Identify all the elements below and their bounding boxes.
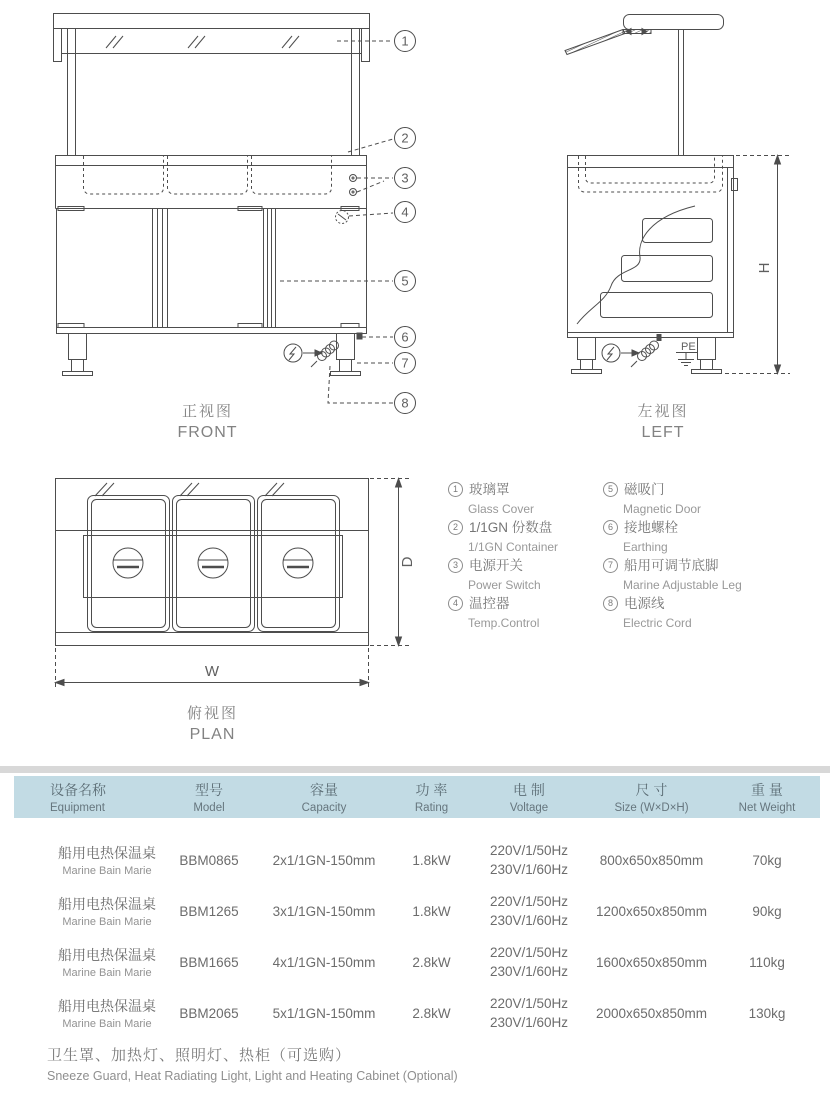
temp-control-knob [336,211,349,224]
left-view-caption [598,400,728,442]
legend-item [603,554,778,592]
counter-top [56,156,367,209]
plan-view-caption-zh: 俯视图 [186,705,238,722]
lightning-bolt-icon [289,347,296,360]
legend-item-zh: 温控器 [469,596,510,611]
plan-counter-outline [56,479,369,646]
callout-1: 1 [401,33,409,49]
spec-table-header [14,776,820,818]
legend-item-en: Temp.Control [468,616,540,630]
capacity-cell: 3x1/1GN-150mm [272,903,376,919]
legend-item-zh: 磁吸门 [624,482,665,497]
legend-item-zh: 接地螺栓 [624,520,678,535]
legend-item-en: Marine Adjustable Leg [623,578,742,592]
legend-item-zh: 玻璃罩 [469,482,510,497]
header-voltage: 电 制 Voltage [509,782,549,814]
callout-7: 7 [401,355,409,371]
size-cell: 2000x650x850mm [595,1005,708,1021]
legend-item [448,554,623,592]
callout-6: 6 [401,329,409,345]
left-view-drawing [545,12,830,380]
front-view-caption-en: FRONT [177,424,238,441]
rating-cell: 1.8kW [412,852,451,868]
front-view-caption-zh: 正视图 [181,403,233,420]
front-view-drawing [40,10,450,420]
equipment-name-en: Marine Bain Marie [62,916,152,928]
legend-item-zh: 船用可调节底脚 [624,558,719,573]
canopy-posts [68,29,360,156]
model-cell: BBM2065 [179,1005,239,1021]
legend-item-number: 8 [603,596,618,611]
header-size: 尺 寸 Size (W×D×H) [614,782,689,814]
optional-accessories-note [47,1044,458,1083]
magnetic-door-cutaway [577,206,713,324]
legend-item-number: 2 [448,520,463,535]
front-view-caption [145,400,270,442]
weight-cell: 130kg [748,1005,786,1021]
legend-item [603,592,778,630]
capacity-cell: 4x1/1GN-150mm [272,954,376,970]
header-weight: 重 量 Net Weight [738,782,796,814]
voltage-cell: 220V/1/50Hz 230V/1/60Hz [489,894,569,928]
header-model: 型号 Model [193,782,225,814]
capacity-cell: 2x1/1GN-150mm [272,852,376,868]
size-cell: 1600x650x850mm [595,954,708,970]
note-zh: 卫生罩、加热灯、照明灯、热柜（可选购） [47,1047,352,1064]
gn-well-side [579,156,723,192]
model-cell: BBM1265 [179,903,239,919]
equipment-name-zh: 船用电热保温桌 [58,998,156,1014]
equipment-name-en: Marine Bain Marie [62,1018,152,1030]
callout-2: 2 [401,130,409,146]
left-view-caption-zh: 左视图 [637,403,689,420]
legend-item [448,478,623,516]
glass-cover-side [565,29,651,55]
legend-item-number: 4 [448,596,463,611]
equipment-name-zh: 船用电热保温桌 [58,896,156,912]
weight-cell: 70kg [752,852,782,868]
callout-5: 5 [401,273,409,289]
header-rating: 功 率 Rating [414,782,449,814]
plan-view-caption [150,702,275,744]
plan-view-drawing [35,462,455,694]
plan-control-knobs [113,548,313,578]
legend-item-number: 6 [603,520,618,535]
legend-item-number: 7 [603,558,618,573]
heat-lamp-head [624,15,724,156]
rating-cell: 2.8kW [412,954,451,970]
weight-cell: 110kg [749,954,785,970]
legend-item-en: Earthing [623,540,668,554]
power-switch-knobs [350,175,357,196]
legend-item [603,516,778,554]
legend-item-en: Magnetic Door [623,502,702,516]
legend-item-zh: 电源线 [624,596,665,611]
note-en: Sneeze Guard, Heat Radiating Light, Light and Heating Cabinet (Optional) [47,1069,458,1083]
legend-item-number: 1 [448,482,463,497]
callout-4: 4 [401,204,409,220]
rating-cell: 1.8kW [412,903,451,919]
gn-wells [84,156,332,194]
legend-item-en: Glass Cover [468,502,535,516]
glass-cover [54,14,370,62]
header-equipment: 设备名称 Equipment [50,782,106,814]
equipment-name-zh: 船用电热保温桌 [58,947,156,963]
parts-legend [448,476,826,641]
equipment-name-zh: 船用电热保温桌 [58,845,156,861]
capacity-cell: 5x1/1GN-150mm [272,1005,376,1021]
voltage-cell: 220V/1/50Hz 230V/1/60Hz [489,945,569,979]
equipment-name-en: Marine Bain Marie [62,865,152,877]
electric-cord-symbol-side [602,341,659,367]
size-cell: 1200x650x850mm [595,903,708,919]
table-row [14,834,820,886]
size-cell: 800x650x850mm [599,852,704,868]
voltage-cell: 220V/1/50Hz 230V/1/60Hz [489,843,569,877]
cabinet-doors [57,207,367,334]
legend-item-number: 5 [603,482,618,497]
legend-item [603,478,778,516]
legend-item-number: 3 [448,558,463,573]
plan-view-caption-en: PLAN [189,726,236,743]
table-row [14,936,820,988]
dim-d-label: D [399,556,416,568]
legend-item-en: 1/1GN Container [468,540,559,554]
model-cell: BBM1665 [179,954,239,970]
rating-cell: 2.8kW [412,1005,451,1021]
legend-item [448,592,623,630]
legend-item-zh: 电源开关 [469,558,523,573]
earthing-bolt [357,333,362,339]
dim-w-label: W [204,663,220,680]
dim-h-label: H [756,262,773,274]
left-view-caption-en: LEFT [641,424,685,441]
pe-label: PE [681,341,696,353]
header-capacity: 容量 Capacity [301,782,347,814]
legend-item-en: Power Switch [468,578,541,592]
lightning-bolt-icon [607,347,614,360]
plan-gn-pans [88,483,340,632]
table-top-strip [0,766,830,773]
legend-item-en: Electric Cord [623,616,692,630]
callout-3: 3 [401,170,409,186]
table-row [14,885,820,937]
equipment-name-en: Marine Bain Marie [62,967,152,979]
callout-8: 8 [401,395,409,411]
model-cell: BBM0865 [179,852,239,868]
voltage-cell: 220V/1/50Hz 230V/1/60Hz [489,996,569,1030]
electric-cord-symbol [284,341,339,367]
table-row [14,987,820,1039]
legend-item [448,516,623,554]
legend-item-zh: 1/1GN 份数盘 [469,520,553,535]
weight-cell: 90kg [752,903,782,919]
